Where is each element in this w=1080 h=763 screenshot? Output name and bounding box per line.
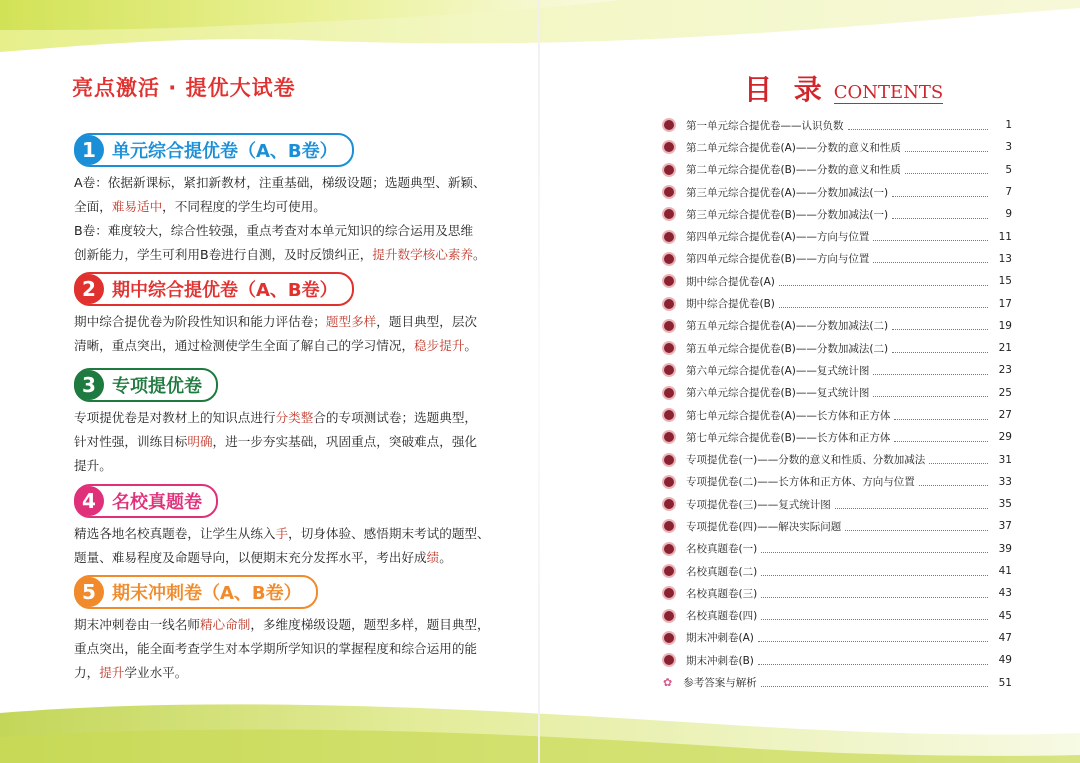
toc-entry-label: 期中综合提优卷(A) xyxy=(686,275,775,288)
section-description xyxy=(74,310,514,358)
bullet-icon xyxy=(664,410,674,420)
toc-page-number: 49 xyxy=(998,654,1012,667)
toc-page-number: 25 xyxy=(998,386,1012,399)
highlighted-text: 精心命制 xyxy=(199,617,251,632)
toc-page-number: 27 xyxy=(998,409,1012,421)
text-segment: 针对性强，训练目标 xyxy=(74,434,188,449)
highlighted-text: 稳步提升 xyxy=(414,338,465,353)
dot-leader xyxy=(905,143,988,152)
dot-leader xyxy=(779,299,988,308)
toc-page-number: 13 xyxy=(998,252,1012,265)
bullet-icon xyxy=(664,321,674,331)
description-line xyxy=(74,454,514,478)
text-segment: 。 xyxy=(464,338,477,353)
toc-page-number: 29 xyxy=(998,431,1012,444)
text-segment: 。 xyxy=(473,247,486,262)
feature-section xyxy=(74,575,514,685)
bullet-icon xyxy=(664,477,674,487)
toc-entry-label: 第七单元综合提优卷(A)——长方体和正方体 xyxy=(686,409,891,422)
section-number-badge: 5 xyxy=(74,577,104,607)
toc-page-number: 23 xyxy=(998,364,1012,377)
highlighted-text: 分类整 xyxy=(275,410,314,425)
toc-entry[interactable] xyxy=(662,515,1012,537)
dot-leader xyxy=(761,567,988,576)
toc-entry[interactable] xyxy=(662,471,1012,493)
description-line xyxy=(74,637,514,661)
highlighted-text: 手 xyxy=(275,526,289,541)
dot-leader xyxy=(894,411,988,420)
bullet-icon xyxy=(664,343,674,353)
bullet-icon xyxy=(664,455,674,465)
text-segment: ，切身体验、感悟期末考试的题型、 xyxy=(288,526,490,541)
bullet-icon xyxy=(664,187,674,197)
toc-entry[interactable] xyxy=(662,248,1012,270)
toc-page-number: 51 xyxy=(998,676,1012,689)
highlighted-text: 提升 xyxy=(99,665,125,680)
highlighted-text: 绩 xyxy=(426,550,440,565)
toc-entry[interactable] xyxy=(662,448,1012,470)
toc-page-number: 39 xyxy=(998,542,1012,555)
dot-leader xyxy=(761,611,988,620)
bullet-icon xyxy=(664,232,674,242)
toc-entry[interactable] xyxy=(662,493,1012,515)
toc-page-number: 7 xyxy=(1005,186,1012,199)
section-description xyxy=(74,522,514,570)
dot-leader xyxy=(873,254,988,263)
text-segment: 合的专项测试卷；选题典型， xyxy=(313,410,477,425)
bullet-icon xyxy=(664,254,674,264)
text-segment: 清晰，重点突出，通过检测使学生全面了解自己的学习情况， xyxy=(74,338,415,353)
section-number-badge: 2 xyxy=(74,274,104,304)
toc-entry[interactable] xyxy=(662,605,1012,627)
toc-entry-label: 第五单元综合提优卷(B)——分数加减法(二) xyxy=(686,342,889,355)
toc-entry-label: 专项提优卷(一)——分数的意义和性质、分数加减法 xyxy=(686,454,926,467)
description-line xyxy=(74,406,514,430)
section-title-pill xyxy=(74,368,218,402)
feature-section xyxy=(74,484,514,570)
section-title: 专项提优卷 xyxy=(112,376,202,397)
section-header xyxy=(74,272,514,304)
toc-entry-label: 第一单元综合提优卷——认识负数 xyxy=(686,119,844,132)
toc-entry[interactable] xyxy=(662,114,1012,136)
toc-page-number: 21 xyxy=(998,342,1012,355)
toc-title-en: CONTENTS xyxy=(833,82,944,103)
toc-page-number: 43 xyxy=(998,587,1012,600)
toc-entry-label: 专项提优卷(二)——长方体和正方体、方向与位置 xyxy=(686,476,915,489)
bullet-icon xyxy=(664,521,674,531)
toc-page-number: 15 xyxy=(998,275,1012,288)
flower-icon: ✿ xyxy=(663,676,673,690)
toc-page-number: 1 xyxy=(1005,119,1012,132)
feature-section xyxy=(74,368,514,478)
dot-leader xyxy=(758,656,988,665)
toc-entry[interactable] xyxy=(662,671,1012,693)
toc-entry-label: 名校真题卷(二) xyxy=(686,565,758,578)
toc-entry[interactable] xyxy=(662,181,1012,203)
description-line xyxy=(74,430,514,454)
section-number-badge: 4 xyxy=(74,486,104,516)
feature-section xyxy=(74,272,514,358)
dot-leader xyxy=(892,321,988,330)
section-header xyxy=(74,484,514,516)
toc-title-cn: 目 录 xyxy=(744,73,828,106)
toc-entry[interactable] xyxy=(662,404,1012,426)
top-decorative-band xyxy=(0,0,1080,60)
section-description xyxy=(74,171,514,267)
page-spine xyxy=(538,0,540,763)
description-line xyxy=(74,310,514,334)
toc-entry-label: 专项提优卷(四)——解决实际问题 xyxy=(686,520,842,533)
description-line xyxy=(74,243,514,267)
toc-entry[interactable] xyxy=(662,270,1012,292)
toc-entry-label: 第三单元综合提优卷(A)——分数加减法(一) xyxy=(686,186,889,199)
toc-entry[interactable] xyxy=(662,627,1012,649)
bullet-icon xyxy=(664,499,674,509)
section-title: 期末冲刺卷（A、B卷） xyxy=(112,583,302,604)
text-segment: 力， xyxy=(74,665,100,680)
dot-leader xyxy=(761,589,988,598)
dot-leader xyxy=(873,232,988,241)
toc-entry[interactable] xyxy=(662,159,1012,181)
text-segment: B卷：难度较大，综合性较强，重点考查对本单元知识的综合运用及思维 xyxy=(74,223,474,238)
toc-page-number: 31 xyxy=(998,453,1012,466)
toc-page-number: 37 xyxy=(998,520,1012,533)
highlighted-text: 题型多样 xyxy=(325,314,377,329)
text-segment: 重点突出，能全面考查学生对本学期所学知识的掌握程度和综合运用的能 xyxy=(74,641,477,656)
toc-entry-label: 第七单元综合提优卷(B)——长方体和正方体 xyxy=(686,431,891,444)
bullet-icon xyxy=(664,432,674,442)
toc-entry-label: 名校真题卷(一) xyxy=(686,543,758,556)
section-title-pill xyxy=(74,133,354,167)
toc-page-number: 41 xyxy=(998,565,1012,578)
text-segment: 期中综合提优卷为阶段性知识和能力评估卷； xyxy=(74,314,326,329)
toc-entry-label: 第三单元综合提优卷(B)——分数加减法(一) xyxy=(686,208,889,221)
bullet-icon xyxy=(664,209,674,219)
dot-leader xyxy=(905,165,988,174)
dot-leader xyxy=(845,522,988,531)
bullet-icon xyxy=(664,388,674,398)
dot-leader xyxy=(892,188,988,197)
text-segment: ，多维度梯级设题，题型多样，题目典型， xyxy=(250,617,490,632)
dot-leader xyxy=(779,277,988,286)
description-line xyxy=(74,613,514,637)
toc-page-number: 33 xyxy=(998,475,1012,488)
text-segment: A卷：依据新课标，紧扣新教材，注重基础，梯级设题；选题典型、新颖、 xyxy=(74,175,486,190)
toc-page-number: 17 xyxy=(998,297,1012,310)
dot-leader xyxy=(758,633,988,642)
toc-entry[interactable] xyxy=(662,560,1012,582)
toc-entry[interactable] xyxy=(662,359,1012,381)
text-segment: 期末冲刺卷由一线名师 xyxy=(74,617,200,632)
text-segment: 创新能力，学生可利用B卷进行自测，及时反馈纠正， xyxy=(74,247,373,262)
toc-page-number: 19 xyxy=(998,319,1012,332)
dot-leader xyxy=(835,500,988,509)
text-segment: 。 xyxy=(439,550,452,565)
section-title-pill xyxy=(74,484,218,518)
description-line xyxy=(74,546,514,570)
toc-entry-label: 名校真题卷(四) xyxy=(686,610,758,623)
section-title: 名校真题卷 xyxy=(112,492,202,513)
toc-page-number: 5 xyxy=(1005,163,1012,176)
left-page-title: 亮点激活 · 提优大试卷 xyxy=(72,76,296,100)
dot-leader xyxy=(873,388,988,397)
description-line xyxy=(74,219,514,243)
toc-entry[interactable] xyxy=(662,292,1012,314)
bullet-icon xyxy=(664,588,674,598)
toc-entry-label: 期中综合提优卷(B) xyxy=(686,298,775,311)
toc-entry-label: 第二单元综合提优卷(B)——分数的意义和性质 xyxy=(686,164,901,177)
text-segment: 提升。 xyxy=(74,458,112,473)
toc-entry[interactable] xyxy=(662,649,1012,671)
toc-entry-label: 第四单元综合提优卷(A)——方向与位置 xyxy=(686,231,870,244)
dot-leader xyxy=(873,366,988,375)
toc-entry-label: 第五单元综合提优卷(A)——分数加减法(二) xyxy=(686,320,889,333)
bullet-icon xyxy=(664,299,674,309)
section-header xyxy=(74,133,514,165)
toc-entry-label: 名校真题卷(三) xyxy=(686,587,758,600)
bullet-icon xyxy=(664,633,674,643)
bullet-icon xyxy=(664,611,674,621)
dot-leader xyxy=(848,121,989,130)
highlighted-text: 提升数学核心素养 xyxy=(372,247,474,262)
section-description xyxy=(74,613,514,685)
bullet-icon xyxy=(664,655,674,665)
description-line xyxy=(74,195,514,219)
bullet-icon xyxy=(664,566,674,576)
section-title: 单元综合提优卷（A、B卷） xyxy=(112,141,338,162)
toc-page-number: 47 xyxy=(998,631,1012,644)
toc-entry[interactable] xyxy=(662,382,1012,404)
section-header xyxy=(74,575,514,607)
text-segment: ，题目典型，层次 xyxy=(376,314,477,329)
section-number-badge: 3 xyxy=(74,370,104,400)
section-header xyxy=(74,368,514,400)
bullet-icon xyxy=(664,365,674,375)
toc-entry-label: 期末冲刺卷(A) xyxy=(686,632,754,645)
bullet-icon xyxy=(664,120,674,130)
toc-entry[interactable] xyxy=(662,538,1012,560)
bullet-icon xyxy=(664,142,674,152)
toc-entry[interactable] xyxy=(662,315,1012,337)
toc-page-number: 11 xyxy=(998,230,1012,243)
toc-entry[interactable] xyxy=(662,582,1012,604)
toc-entry-label: 第四单元综合提优卷(B)——方向与位置 xyxy=(686,253,870,266)
text-segment: 专项提优卷是对教材上的知识点进行 xyxy=(74,410,276,425)
toc-entry-label: 期末冲刺卷(B) xyxy=(686,654,754,667)
text-segment: 学业水平。 xyxy=(124,665,188,680)
toc-entry-label: 第二单元综合提优卷(A)——分数的意义和性质 xyxy=(686,141,901,154)
toc-entry[interactable] xyxy=(662,136,1012,158)
toc-heading xyxy=(744,68,943,108)
table-of-contents xyxy=(662,114,1012,694)
dot-leader xyxy=(761,678,988,687)
text-segment: ，不同程度的学生均可使用。 xyxy=(162,199,326,214)
toc-entry[interactable] xyxy=(662,203,1012,225)
section-title: 期中综合提优卷（A、B卷） xyxy=(112,280,338,301)
toc-entry[interactable] xyxy=(662,225,1012,247)
section-title-pill xyxy=(74,575,318,609)
text-segment: 题量、难易程度及命题导向，以便期末充分发挥水平，考出好成 xyxy=(74,550,427,565)
toc-entry-label: 专项提优卷(三)——复式统计图 xyxy=(686,498,831,511)
dot-leader xyxy=(894,433,988,442)
section-number-badge: 1 xyxy=(74,135,104,165)
dot-leader xyxy=(761,544,988,553)
toc-entry[interactable] xyxy=(662,426,1012,448)
toc-entry-label: 参考答案与解析 xyxy=(683,677,757,690)
section-description xyxy=(74,406,514,478)
dot-leader xyxy=(892,210,988,219)
bullet-icon xyxy=(664,165,674,175)
toc-entry-label: 第六单元综合提优卷(B)——复式统计图 xyxy=(686,387,870,400)
bullet-icon xyxy=(664,544,674,554)
toc-page-number: 9 xyxy=(1005,208,1012,221)
highlighted-text: 难易适中 xyxy=(111,199,163,214)
text-segment: ，进一步夯实基础，巩固重点，突破难点，强化 xyxy=(212,434,477,449)
dot-leader xyxy=(929,455,988,464)
feature-section xyxy=(74,133,514,267)
section-title-pill xyxy=(74,272,354,306)
description-line xyxy=(74,171,514,195)
description-line xyxy=(74,522,514,546)
toc-page-number: 3 xyxy=(1005,141,1012,154)
toc-entry-label: 第六单元综合提优卷(A)——复式统计图 xyxy=(686,364,870,377)
text-segment: 精选各地名校真题卷，让学生从练入 xyxy=(74,526,276,541)
highlighted-text: 明确 xyxy=(187,434,213,449)
description-line xyxy=(74,661,514,685)
toc-page-number: 35 xyxy=(998,498,1012,511)
toc-page-number: 45 xyxy=(998,609,1012,622)
toc-entry[interactable] xyxy=(662,337,1012,359)
description-line xyxy=(74,334,514,358)
text-segment: 全面， xyxy=(74,199,112,214)
dot-leader xyxy=(892,344,988,353)
bottom-decorative-band xyxy=(0,693,1080,763)
dot-leader xyxy=(919,477,988,486)
bullet-icon xyxy=(664,276,674,286)
